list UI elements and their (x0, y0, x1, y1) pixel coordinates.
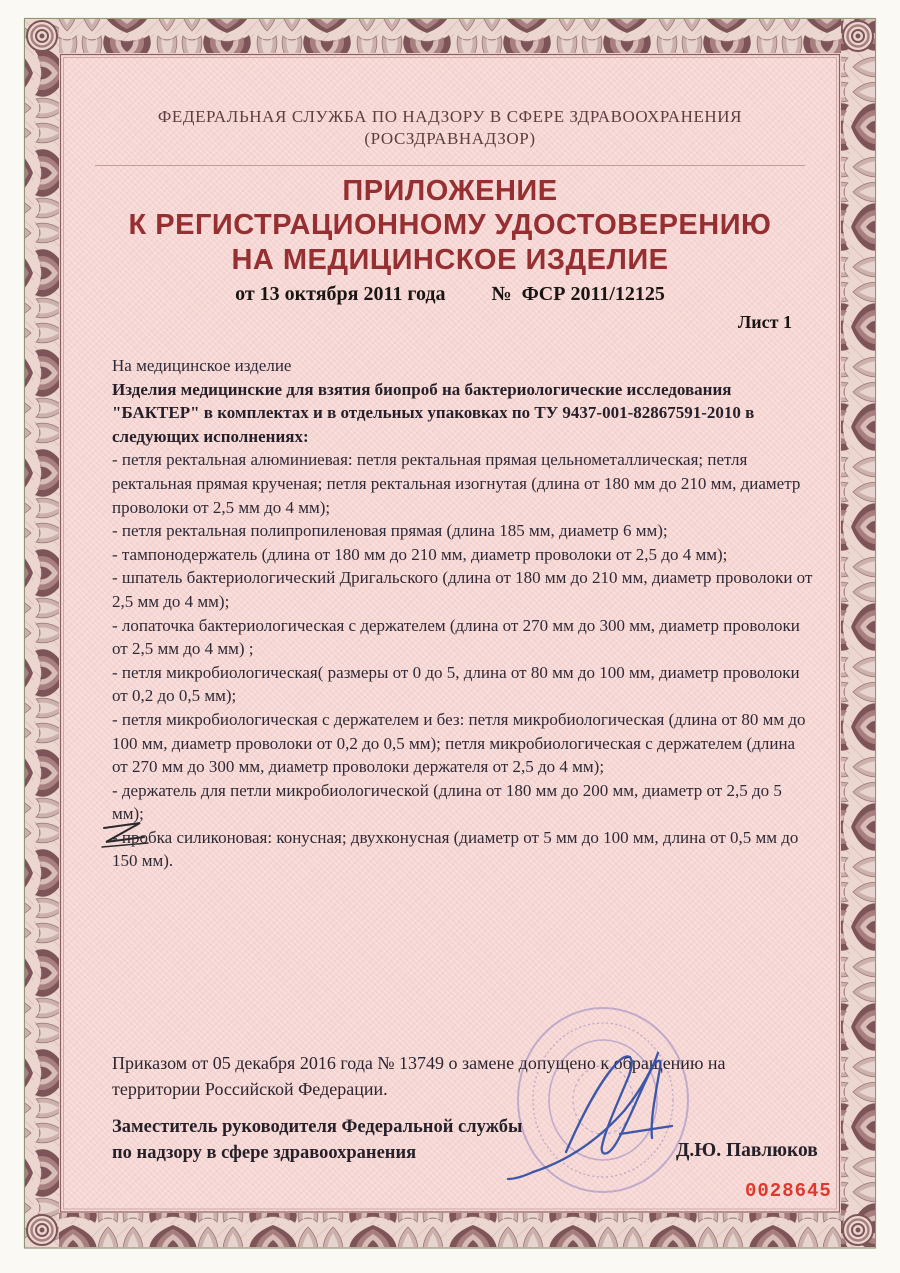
item-line: - пробка силиконовая: конусная; двухконусная (диаметр от 5 мм до 100 мм, длина от 0,5 мм до 150 мм). (112, 827, 799, 871)
issue-info-row (0, 283, 900, 306)
item-line: - лопаточка бактериологическая с держателем (длина от 270 мм до 300 мм, диаметр проволоки от 2,5 мм до 4 мм) ; (112, 615, 800, 659)
signer-name: Д.Ю. Павлюков (676, 1140, 818, 1161)
order-note: Приказом от 05 декабря 2016 года № 13749 о замене допущено к обращению на территории Российской Федерации. (112, 1053, 726, 1099)
signer-position-line2: по надзору в сфере здравоохранения (112, 1143, 417, 1163)
intro-line: На медицинское изделие (112, 356, 292, 375)
item-line: - петля ректальная полипропиленовая прямая (длина 185 мм, диаметр 6 мм); (112, 521, 668, 541)
item-line: - тампонодержатель (длина от 180 мм до 210 мм, диаметр проволоки от 2,5 до 4 мм); (112, 544, 728, 564)
agency-name: ФЕДЕРАЛЬНАЯ СЛУЖБА ПО НАДЗОРУ В СФЕРЕ ЗДРАВООХРАНЕНИЯ (157, 107, 743, 126)
item-line: - шпатель бактериологический Дригальского (длина от 180 мм до 210 мм, диаметр проволоки от 2,5 мм до 4 мм); (112, 568, 813, 611)
agency-header (90, 106, 810, 150)
signer-position (112, 1114, 592, 1166)
issue-date: от 13 октября 2011 года (235, 283, 446, 305)
document-title-line2: К РЕГИСТРАЦИОННОМУ УДОСТОВЕРЕНИЮ (128, 209, 772, 241)
item-line: - петля микробиологическая с держателем и без: петля микробиологическая (длина от 80 мм до 100 мм, диаметр проволоки от 0,2 до 0,5 мм); петля микробиологическая с держателем (длина от 270 мм до 300 мм, диаметр проволоки держателя от 2,5 до 4 мм); (112, 709, 806, 777)
body-text-block (112, 354, 814, 873)
agency-short-name: (РОСЗДРАВНАДЗОР) (364, 129, 536, 148)
item-line: - держатель для петли микробиологической (длина от 180 мм до 200 мм, диаметр от 2,5 до 5 мм); (112, 780, 782, 824)
product-description: Изделия медицинские для взятия биопроб на бактериологические исследования "БАКТЕР" в комплектах и в отдельных упаковках по ТУ 9437-001-82867591-2010 в следующих исполнениях: (112, 379, 755, 446)
header-divider (95, 165, 805, 166)
item-line: - петля микробиологическая( размеры от 0 до 5, длина от 80 мм до 100 мм, диаметр проволоки от 0,2 до 0,5 мм); (112, 662, 800, 706)
registration-number: № ФСР 2011/12125 (491, 283, 665, 305)
item-line: - петля ректальная алюминиевая: петля ректальная прямая цельнометаллическая; петля ректальная прямая крученая; петля ректальная изогнутая (длина от 180 мм до 210 мм, диаметр проволоки от 2,5 мм до 4 мм); (112, 450, 801, 517)
sheet-number: Лист 1 (737, 312, 792, 332)
signer-position-line1: Заместитель руководителя Федеральной службы (112, 1117, 523, 1137)
serial-number: 0028645 (745, 1180, 832, 1202)
document-title-line3: НА МЕДИЦИНСКОЕ ИЗДЕЛИЕ (231, 244, 669, 276)
document-title-line1: ПРИЛОЖЕНИЕ (342, 175, 558, 207)
